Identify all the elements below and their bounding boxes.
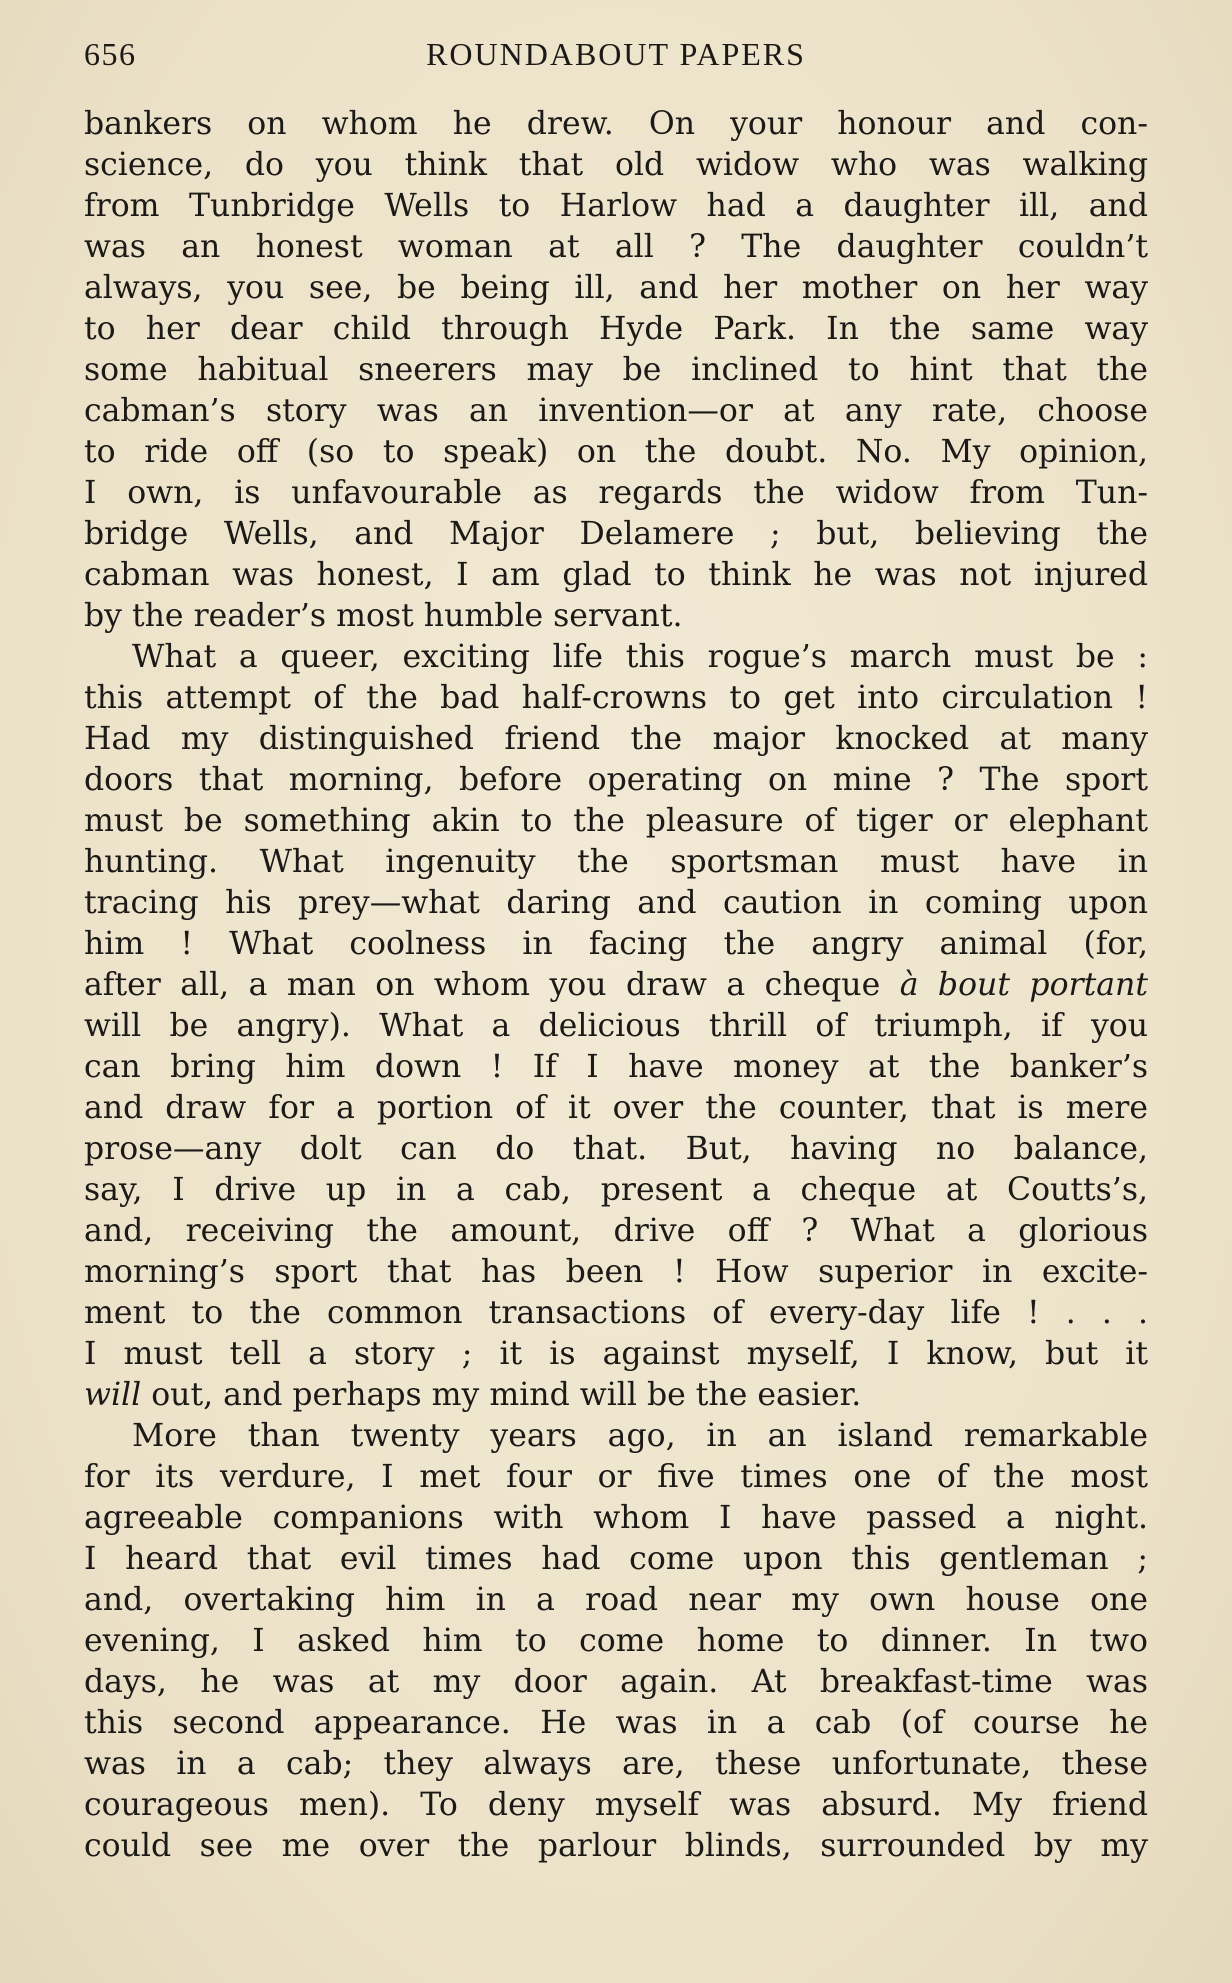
text-line: always, you see, be being ill, and her mother on her way xyxy=(84,270,1148,306)
text-line: him ! What coolness in facing the angry animal (for, xyxy=(84,926,1148,962)
text-line: cabman’s story was an invention—or at any rate, choose xyxy=(84,393,1148,429)
text-line: I heard that evil times had come upon this gentleman ; xyxy=(84,1541,1148,1577)
text-line: and, receiving the amount, drive off ? What a glorious xyxy=(84,1213,1148,1249)
text-line: bankers on whom he drew. On your honour and con- xyxy=(84,106,1148,142)
text-line: to ride off (so to speak) on the doubt. No. My opinion, xyxy=(84,434,1148,470)
text-line: tracing his prey—what daring and caution in coming upon xyxy=(84,885,1148,921)
text-line: and, overtaking him in a road near my own house one xyxy=(84,1582,1148,1618)
text-line: must be something akin to the pleasure of tiger or elephant xyxy=(84,803,1148,839)
running-head: ROUNDABOUT PAPERS xyxy=(426,36,806,72)
text-line: say, I drive up in a cab, present a cheque at Coutts’s, xyxy=(84,1172,1148,1208)
text-line: hunting. What ingenuity the sportsman must have in xyxy=(84,844,1148,880)
text-line: I own, is unfavourable as regards the widow from Tun- xyxy=(84,475,1148,511)
text-line: morning’s sport that has been ! How superior in excite- xyxy=(84,1254,1148,1290)
text-line: agreeable companions with whom I have passed a night. xyxy=(84,1500,1148,1536)
text-line: bridge Wells, and Major Delamere ; but, believing the xyxy=(84,516,1148,552)
text-line xyxy=(84,1375,1148,1416)
text-line: ment to the common transactions of every-day life ! . . . xyxy=(84,1295,1148,1331)
text-line: for its verdure, I met four or five times one of the most xyxy=(84,1459,1148,1495)
text-line: cabman was honest, I am glad to think he was not injured xyxy=(84,557,1148,593)
text-line: will be angry). What a delicious thrill of triumph, if you xyxy=(84,1008,1148,1044)
body-text xyxy=(84,104,1148,1867)
text-line: courageous men). To deny myself was absurd. My friend xyxy=(84,1787,1148,1823)
text-line: was in a cab; they always are, these unfortunate, these xyxy=(84,1746,1148,1782)
text-line: by the reader’s most humble servant. xyxy=(84,598,683,634)
text-segment: out, and perhaps my mind will be the easier. xyxy=(151,1377,862,1413)
text-line: from Tunbridge Wells to Harlow had a daughter ill, and xyxy=(84,188,1148,224)
text-line: to her dear child through Hyde Park. In the same way xyxy=(84,311,1148,347)
text-line: this second appearance. He was in a cab (of course he xyxy=(84,1705,1148,1741)
page-header xyxy=(84,36,1148,82)
text-line: More than twenty years ago, in an island remarkable xyxy=(132,1418,1148,1454)
text-line: can bring him down ! If I have money at the banker’s xyxy=(84,1049,1148,1085)
text-line: science, do you think that old widow who was walking xyxy=(84,147,1148,183)
text-line: this attempt of the bad half-crowns to get into circulation ! xyxy=(84,680,1148,716)
page-number: 656 xyxy=(84,36,137,72)
text-line: doors that morning, before operating on mine ? The sport xyxy=(84,762,1148,798)
text-line: What a queer, exciting life this rogue’s march must be : xyxy=(132,639,1148,675)
text-line: days, he was at my door again. At breakfast-time was xyxy=(84,1664,1148,1700)
text-line xyxy=(84,965,1148,1006)
text-line: I must tell a story ; it is against myself, I know, but it xyxy=(84,1336,1148,1372)
italic-phrase: à bout portant xyxy=(899,967,1148,1003)
text-line: prose—any dolt can do that. But, having no balance, xyxy=(84,1131,1148,1167)
text-line: Had my distinguished friend the major knocked at many xyxy=(84,721,1148,757)
italic-word: will xyxy=(84,1377,142,1413)
text-line: was an honest woman at all ? The daughter couldn’t xyxy=(84,229,1148,265)
text-segment: after all, a man on whom you draw a cheque xyxy=(84,967,881,1003)
text-line: and draw for a portion of it over the counter, that is mere xyxy=(84,1090,1148,1126)
text-line: evening, I asked him to come home to dinner. In two xyxy=(84,1623,1148,1659)
text-line: some habitual sneerers may be inclined to hint that the xyxy=(84,352,1148,388)
text-line: could see me over the parlour blinds, surrounded by my xyxy=(84,1828,1148,1864)
